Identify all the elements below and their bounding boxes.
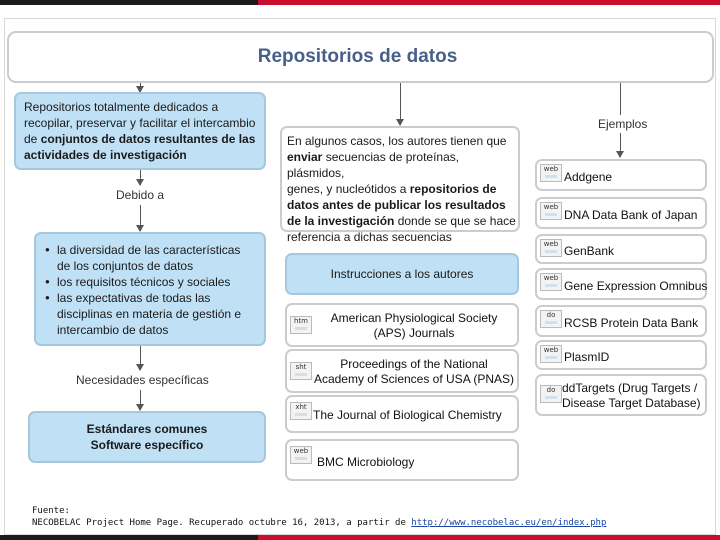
journal-label [313, 408, 519, 423]
arrow-title-left [140, 83, 141, 92]
note-bold: repositorios de [409, 182, 497, 196]
example-plasmid[interactable] [535, 340, 707, 370]
note-bold: enviar [287, 150, 323, 164]
footer-citation [32, 517, 606, 529]
standards-box [28, 411, 266, 463]
reasons-list [45, 242, 260, 338]
journal-line: (APS) Journals [373, 326, 455, 340]
title-box [7, 31, 714, 83]
note-line [287, 149, 519, 181]
reason-item: disciplinas en materia de gestión e [57, 307, 242, 321]
web-page-icon: htm [290, 316, 312, 334]
example-genbank[interactable] [535, 234, 707, 264]
journal-label [317, 455, 517, 470]
dedicated-repositories-box [14, 92, 266, 170]
dedicated-text-bold: conjuntos de datos resultantes de las actividades de investigación [24, 132, 256, 162]
arrow-to-examples [620, 133, 621, 157]
note-line [287, 213, 519, 229]
web-page-icon: web [540, 164, 562, 182]
example-label: DNA Data Bank of Japan [564, 208, 698, 222]
dedicated-text-normal: Repositorios totalmente dedicados a recopilar, preservar y facilitar el intercambio de [24, 100, 256, 146]
arrow-to-debido [140, 170, 141, 185]
note-text: secuencias de proteínas, plásmidos, [287, 150, 460, 180]
journal-line: Proceedings of the National [340, 357, 488, 371]
instructions-box [285, 253, 519, 295]
example-label: GenBank [564, 244, 615, 258]
authors-note-text [287, 133, 519, 245]
arrow-title-middle [400, 83, 401, 125]
label-debido-a: Debido a [116, 188, 165, 202]
bottom-bar-red [258, 535, 720, 540]
web-page-icon: sht [290, 362, 312, 380]
journal-line: BMC Microbiology [317, 455, 415, 469]
example-label: Addgene [564, 170, 613, 184]
journal-pnas[interactable] [285, 349, 519, 393]
web-page-icon: web [540, 239, 562, 257]
source-link[interactable]: http://www.necobelac.eu/en/index.php [411, 518, 607, 528]
example-ddbj[interactable] [535, 197, 707, 229]
note-line: En algunos casos, los autores tienen que [287, 134, 507, 148]
arrow-from-debido [140, 205, 141, 231]
example-label: PlasmID [564, 350, 610, 364]
arrow-to-necesidades [140, 346, 141, 370]
document-icon: do [540, 385, 562, 403]
line-title-right [620, 83, 621, 115]
example-label-line: Disease Target Database) [562, 396, 701, 410]
note-text: donde se que se hace [394, 214, 516, 228]
journal-label [311, 357, 517, 387]
example-rcsb[interactable] [535, 305, 707, 337]
example-label [562, 381, 701, 411]
example-label: RCSB Protein Data Bank [564, 316, 699, 330]
dedicated-repositories-text [24, 99, 260, 163]
journal-bmc[interactable] [285, 439, 519, 481]
example-geo[interactable] [535, 268, 707, 300]
example-label: Gene Expression Omnibus [564, 279, 708, 293]
reason-item: ● la diversidad de las características [45, 242, 260, 258]
instructions-label: Instrucciones a los autores [330, 267, 474, 281]
reason-item: ● los requisitos técnicos y sociales [45, 274, 260, 290]
label-necesidades: Necesidades específicas [76, 373, 209, 387]
standards-line-2: Software específico [90, 438, 204, 452]
authors-note-box [280, 126, 520, 244]
journal-line: The Journal of Biological Chemistry [313, 408, 502, 422]
page-title: Repositorios de datos [257, 46, 458, 67]
journal-line: Academy of Sciences of USA (PNAS) [313, 372, 515, 386]
reason-item: intercambio de datos [57, 323, 169, 337]
top-bar-red [258, 0, 720, 5]
label-ejemplos: Ejemplos [598, 117, 648, 131]
note-line [287, 181, 519, 197]
web-page-icon: xht [290, 402, 312, 420]
arrow-from-necesidades [140, 390, 141, 410]
standards-line-1: Estándares comunes [86, 422, 208, 436]
document-icon: do [540, 310, 562, 328]
footer-citation-text: NECOBELAC Project Home Page. Recuperado octubre 16, 2013, a partir de [32, 518, 412, 528]
source-footer [32, 505, 606, 529]
web-page-icon: web [540, 202, 562, 220]
journal-aps[interactable] [285, 303, 519, 347]
example-ddtargets[interactable] [535, 374, 707, 416]
note-bold: datos antes de publicar los resultados [287, 198, 506, 212]
top-bar-dark [0, 0, 258, 5]
note-line: referencia a dichas secuencias [287, 230, 452, 244]
note-line [287, 197, 519, 213]
example-addgene[interactable] [535, 159, 707, 191]
web-page-icon: web [540, 273, 562, 291]
note-text: genes, y nucleótidos a [287, 182, 410, 196]
journal-label [311, 311, 517, 341]
journal-jbc[interactable] [285, 395, 519, 433]
reason-item: ● las expectativas de todas las [45, 290, 260, 306]
journal-line: American Physiological Society [330, 311, 498, 325]
web-page-icon: web [540, 345, 562, 363]
bottom-bar-dark [0, 535, 258, 540]
note-bold: de la investigación [287, 214, 395, 228]
web-page-icon: web [290, 446, 312, 464]
example-label-line: ddTargets (Drug Targets / [562, 381, 698, 395]
reason-item: de los conjuntos de datos [57, 259, 194, 273]
footer-label: Fuente: [32, 506, 70, 516]
